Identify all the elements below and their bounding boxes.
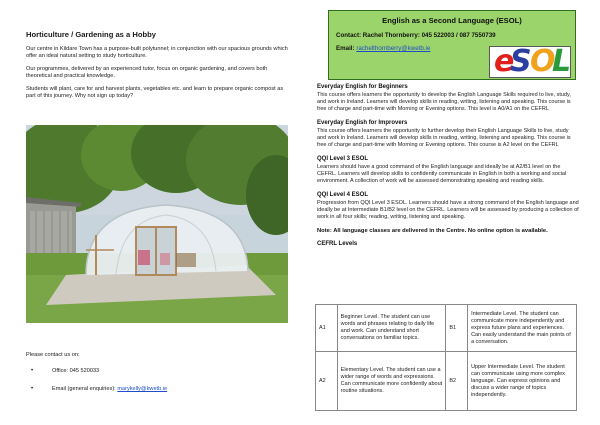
esol-courses xyxy=(317,84,579,249)
horticulture-section xyxy=(26,30,288,105)
horticulture-paragraph-2: Our programmes, delivered by an experienced tutor, focus on organic gardening, and covers both theoretical and practical knowledge. xyxy=(26,65,268,80)
course-heading-improvers: Everyday English for Improvers xyxy=(317,120,408,126)
cefr-level-b2: B2 xyxy=(446,352,468,411)
email-label: Email (general enquiries): xyxy=(52,386,116,392)
course-body-qqi3: Learners should have a good command of the English language and ideally be at A2/B1 level on the CEFRL. Learners will develop skills to confidently communicate in English in both a working and social environment. A collection of work will be assessed demonstrating speaking and reading skills. xyxy=(317,164,567,184)
course-heading-qqi3: QQI Level 3 ESOL xyxy=(317,156,369,162)
course-body-improvers: This course offers learners the opportunity to further develop their English Language Skills to live, study and work in Ireland. Learners will develop skills in reading, writing, listening and speaking. This course is free of charge and part-time with Morning or Evening options. This course is A2 level on the CEFRL xyxy=(317,128,571,148)
table-row xyxy=(316,352,577,411)
contact-office-row xyxy=(26,368,288,374)
esol-email-row xyxy=(336,45,430,52)
polytunnel-illustration xyxy=(26,125,288,323)
polytunnel-photo xyxy=(26,125,288,323)
cefr-level-a1: A1 xyxy=(316,305,338,352)
table-row xyxy=(316,305,577,352)
course-body-qqi4: Progression from QQI Level 3 ESOL. Learners should have a strong command of the English language and ideally be at Intermediate B1/B2 level on the CEFRL. Learners will be assessed by producing a collection of work in all four skills; reading, writing, listening and speaking. xyxy=(317,200,579,220)
cefr-desc-b1: Intermediate Level. The student can communicate more independently and express future plans and experiences. Can easily understand the main points of a conversation. xyxy=(468,305,577,352)
bullet-icon: • xyxy=(31,386,34,392)
delivery-note: Note: All language classes are delivered in the Centre. No online option is available. xyxy=(317,228,548,234)
cefr-levels-table xyxy=(315,304,577,411)
horticulture-title: Horticulture / Gardening as a Hobby xyxy=(26,30,156,39)
cefr-level-a2: A2 xyxy=(316,352,338,411)
esol-title: English as a Second Language (ESOL) xyxy=(382,16,522,25)
contact-email-row xyxy=(26,386,288,392)
logo-letter-e: e xyxy=(494,44,515,79)
contact-section xyxy=(26,352,288,404)
cefr-desc-a2: Elementary Level. The student can use a wider range of words and expressions. Can communicate more confidently about routine situations. xyxy=(337,352,446,411)
course-heading-qqi4: QQI Level 4 ESOL xyxy=(317,192,369,198)
esol-contact: Contact: Rachel Thornberry: 045 522003 / 087 7550739 xyxy=(336,32,496,39)
horticulture-paragraph-3: Students will plant, care for and harvest plants, vegetables etc. and learn to prepare organic compost as part of this journey. Why not sign up today? xyxy=(26,85,284,100)
esol-email-link[interactable]: rachelthornberry@kwetb.ie xyxy=(356,45,431,52)
cefr-desc-b2: Upper Intermediate Level. The student can communicate using more complex language. Can express opinions and discuss a wider range of topics independently. xyxy=(468,352,577,411)
cefr-heading: CEFRL Levels xyxy=(317,241,358,247)
esol-email-label: Email: xyxy=(336,45,355,52)
logo-letter-s: S xyxy=(510,44,532,79)
bullet-icon: • xyxy=(31,368,34,374)
logo-letter-l: L xyxy=(552,44,572,79)
contact-heading: Please contact us on: xyxy=(26,352,80,358)
horticulture-paragraph-1: Our centre in Kildare Town has a purpose-built polytunnel; in conjunction with our spacious grounds which offer an ideal natural setting to study horticulture. xyxy=(26,46,288,60)
cefr-level-b1: B1 xyxy=(446,305,468,352)
cefr-desc-a1: Beginner Level. The student can use words and phrases relating to daily life and work. Can understand short conversations on familiar topics. xyxy=(337,305,446,352)
esol-header-box xyxy=(328,10,576,80)
course-body-beginners: This course offers learners the opportunity to develop the English Language Skills required to live, study, and work in Ireland. Learners will develop skills in reading, writing, listening and speaking. This course is free of charge and part-time with Morning or Evening options. This level is A0/A1 on the CEFRL xyxy=(317,92,571,112)
logo-letter-o: O xyxy=(530,44,556,79)
course-heading-beginners: Everyday English for Beginners xyxy=(317,84,408,90)
general-email-link[interactable]: marykelly@kwetb.ie xyxy=(117,386,168,392)
esol-logo xyxy=(489,46,571,78)
office-phone: Office: 045 520033 xyxy=(52,368,100,374)
